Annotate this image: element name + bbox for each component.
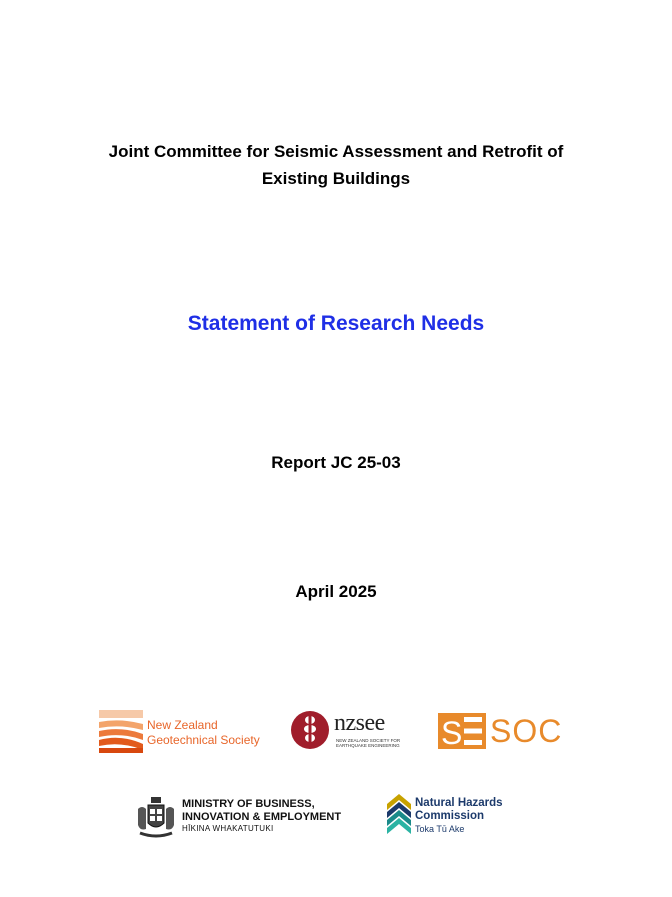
publication-date: April 2025	[295, 582, 377, 601]
nhc-chevron-logo-icon	[387, 794, 411, 838]
nzgs-line1: New Zealand	[147, 718, 218, 732]
sesoc-logo	[438, 713, 568, 749]
document-title-line1: Joint Committee for Seismic Assessment and Retrofit of	[108, 142, 564, 161]
nzsee-small-line1: NEW ZEALAND SOCIETY FOR	[336, 738, 401, 743]
report-number: Report JC 25-03	[271, 453, 401, 472]
nhc-line3: Toka Tū Ake	[415, 824, 465, 834]
sesoc-wordmark: SOC	[490, 713, 563, 749]
nzsee-logo	[290, 708, 405, 754]
nzgs-line2: Geotechnical Society	[147, 733, 260, 747]
nzsee-circle-logo-icon	[290, 708, 332, 752]
nhc-line2: Commission	[415, 810, 485, 822]
nzsee-wordmark: nzsee	[334, 710, 385, 736]
mbie-line3: HĪKINA WHAKATUTUKI	[182, 824, 274, 833]
nzgs-wave-logo-icon	[99, 710, 145, 754]
mbie-logo	[134, 795, 354, 839]
nhc-logo	[387, 794, 517, 840]
sesoc-block-icon	[438, 713, 488, 749]
nhc-line1: Natural Hazards	[415, 797, 503, 809]
document-subtitle: Statement of Research Needs	[187, 312, 485, 335]
mbie-line1: MINISTRY OF BUSINESS,	[182, 798, 315, 810]
mbie-line2: INNOVATION & EMPLOYMENT	[182, 811, 342, 823]
document-title	[0, 138, 672, 192]
document-title-line2: Existing Buildings	[261, 169, 411, 188]
nzgs-logo	[99, 710, 259, 754]
svg-text:S: S	[441, 715, 463, 749]
nzsee-small-line2: EARTHQUAKE ENGINEERING	[336, 743, 400, 748]
nz-coat-of-arms-icon	[134, 795, 178, 839]
